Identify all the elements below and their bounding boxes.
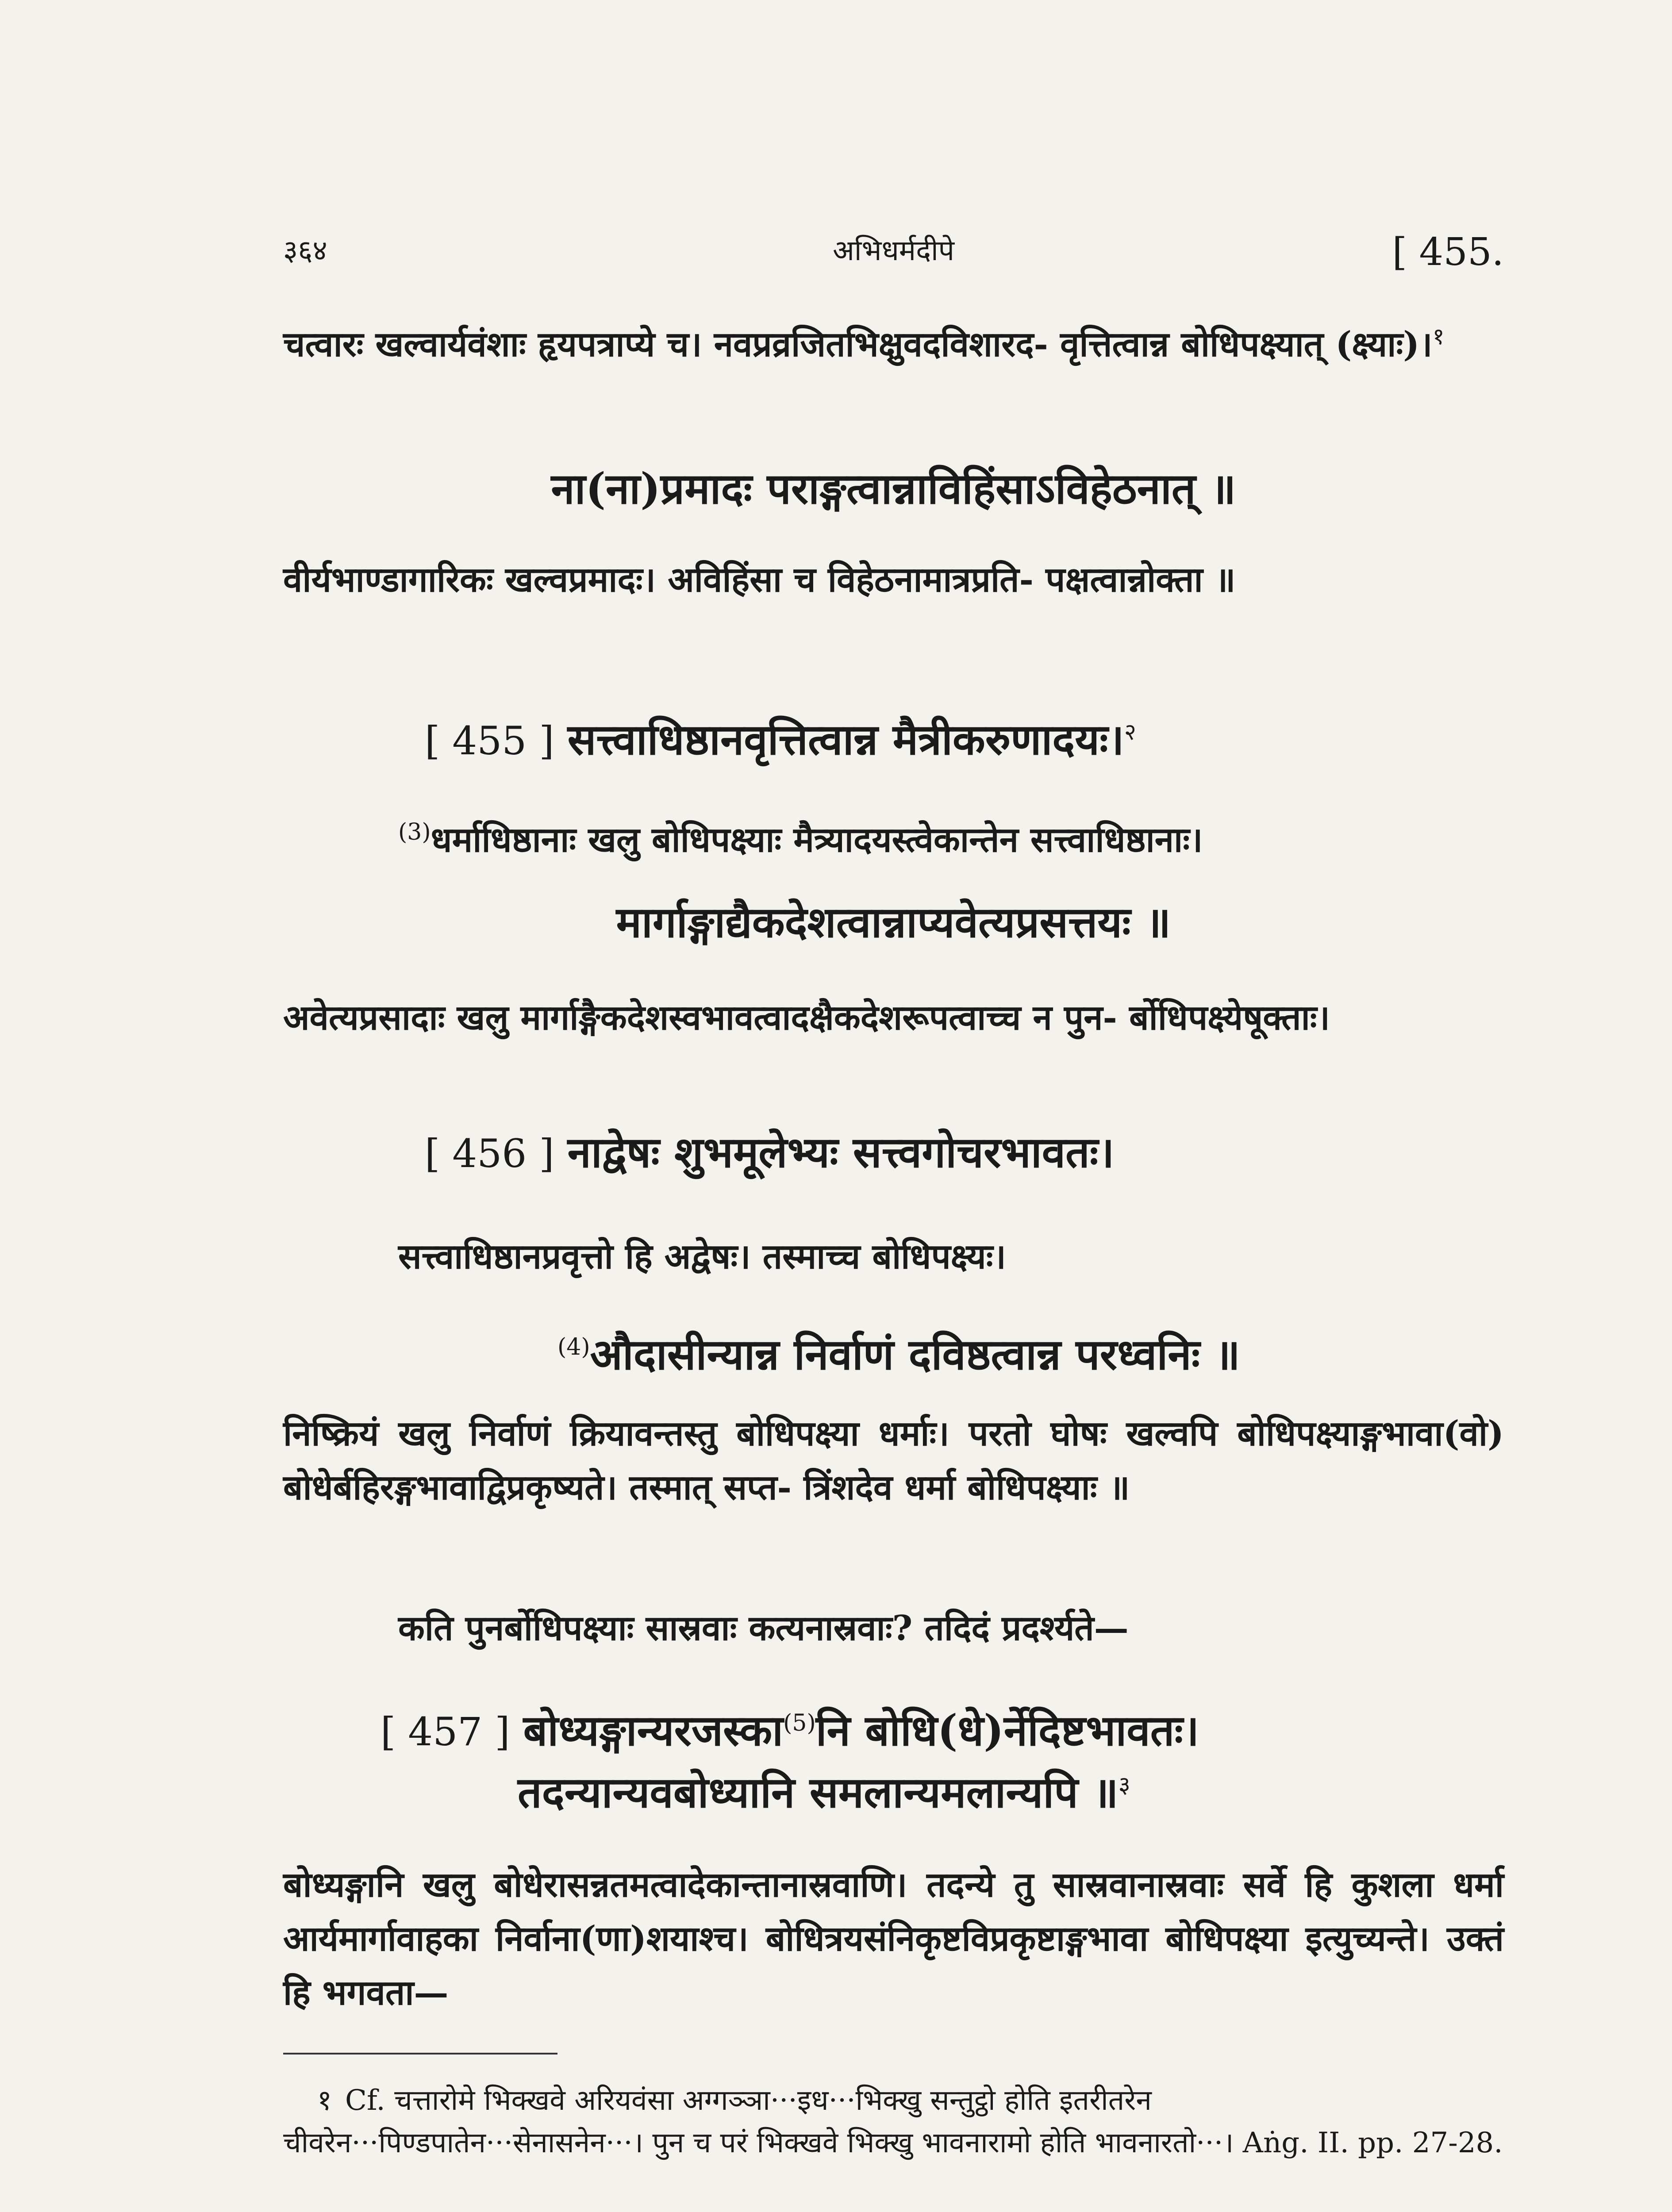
footnote-1: १ Cf. चत्तारोमे भिक्खवे अरियवंसा अग्गञ्ञा···इध···भिक्खु सन्तुट्ठो होति इतरीतरेन चीवरेन···पिण्डपातेन···सेनासनेन···। पुन च परं भिक्खवे भिक्खु भावनारामो होति भावनारतो···। Aṅg. II. pp. 27-28. [283, 2084, 1503, 2159]
variant-marker: (3) [398, 819, 431, 845]
paragraph-5: सत्त्वाधिष्ठानप्रवृत्तो हि अद्वेषः। तस्माच्च बोधिपक्ष्यः। [398, 1237, 1007, 1277]
running-title: अभिधर्मदीपे [832, 234, 954, 267]
paragraph-3: $^{(3)}$धर्माधिष्ठानाः खलु बोधिपक्ष्याः मैत्र्यादयस्त्वेकान्तेन सत्त्वाधिष्ठानाः। [398, 819, 1203, 860]
verse-line: $^{(4)}$औदासीन्यान्न निर्वाणं दविष्ठत्वान्न परध्वनिः ॥ [557, 1329, 1241, 1379]
karika-457-second-line: तदन्यान्यवबोध्यानि समलान्यमलान्यपि ॥$^३$ [518, 1767, 1130, 1817]
karika-number: [ 457 ] [381, 1709, 510, 1755]
paragraph-4: अवेत्यप्रसादाः खलु मार्गाङ्गैकदेशस्वभावत्वादक्षैकदेशरूपत्वाच्च न पुन- र्बोधिपक्ष्येषूक्ताः। [283, 998, 1330, 1038]
paragraph-7: कति पुनर्बोधिपक्ष्याः सास्रवाः कत्यनास्रवाः? तदिदं प्रदर्श्यते— [398, 1608, 1129, 1648]
karika-457: [ 457 ] बोध्यङ्गान्यरजस्का$^{(5)}$नि बोधि(धे)र्नेदिष्टभावतः। [381, 1705, 1199, 1755]
paragraph-1: चत्वारः खल्वार्यवंशाः हृयपत्राप्ये च। नवप्रव्रजितभिक्षुवदविशारद- वृत्तित्वान्न बोधिपक्ष्यात् (क्ष्याः)।$^१$ [283, 323, 1445, 365]
page-number: ३६४ [283, 234, 327, 267]
paragraph-6: निष्क्रियं खलु निर्वाणं क्रियावन्तस्तु बोधिपक्ष्या धर्माः। परतो घोषः खल्वपि बोधिपक्ष्याङ्गभावा(वो) बोधेर्बहिरङ्गभावाद्विप्रकृष्यते। तस्मात् सप्त- त्रिंशदेव धर्मा बोधिपक्ष्याः ॥ [283, 1413, 1504, 1508]
variant-marker: (4) [557, 1334, 590, 1360]
footnote-ref: ३ [1118, 1772, 1130, 1798]
verse-line: मार्गाङ्गाद्यैकदेशत्वान्नाप्यवेत्यप्रसत्तयः ॥ [616, 897, 1171, 947]
verse-line: ना(ना)प्रमादः पराङ्गत्वान्नाविहिंसाऽविहेठनात् ॥ [551, 464, 1236, 514]
footnote-divider [283, 2053, 557, 2055]
karika-reference: [ 455. [1392, 230, 1504, 274]
running-header [283, 230, 1504, 274]
footnote-ref: २ [1124, 719, 1136, 745]
paragraph-2: वीर्यभाण्डागारिकः खल्वप्रमादः। अविहिंसा च विहेठनामात्रप्रति- पक्षत्वान्नोक्ता ॥ [283, 560, 1236, 600]
paragraph-8: बोध्यङ्गानि खलु बोधेरासन्नतमत्वादेकान्तानास्रवाणि। तदन्ये तु सास्रवानास्रवाः सर्वे हि कुशला धर्मा आर्यमार्गावाहका निर्वाना(णा)शयाश्च। बोधित्रयसंनिकृष्टविप्रकृष्टाङ्गभावा बोधिपक्ष्या इत्युच्यन्ते। उक्तं हि भगवता— [283, 1865, 1504, 2013]
karika-455: [ 455 ] सत्त्वाधिष्ठानवृत्तित्वान्न मैत्रीकरुणादयः।$^२$ [425, 714, 1136, 764]
footnote-ref: १ [1432, 323, 1445, 350]
karika-number: [ 455 ] [425, 718, 554, 764]
karika-number: [ 456 ] [425, 1131, 554, 1176]
karika-456: [ 456 ] नाद्वेषः शुभमूलेभ्यः सत्त्वगोचरभावतः। [425, 1127, 1115, 1177]
variant-marker: (5) [783, 1710, 816, 1736]
